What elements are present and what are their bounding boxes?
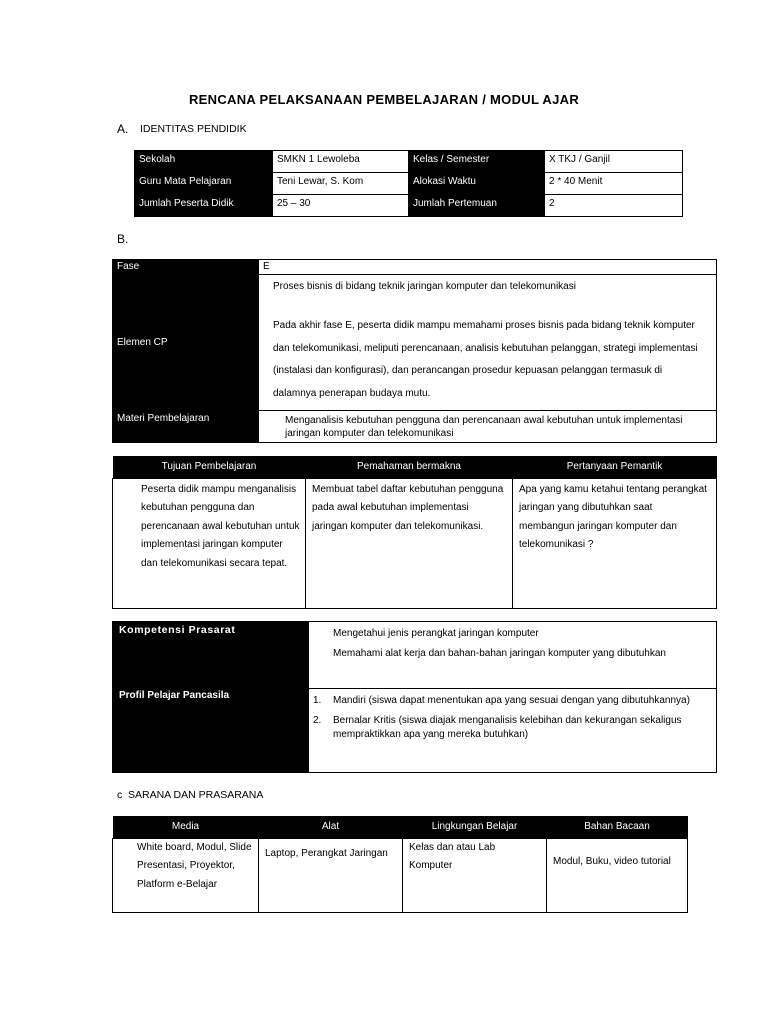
header-pertanyaan: Pertanyaan Pemantik — [513, 456, 717, 478]
identitas-table — [134, 150, 683, 217]
kompetensi-item: Memahami alat kerja dan bahan-bahan jaringan komputer yang dibutuhkan — [333, 648, 666, 659]
identitas-row — [135, 151, 683, 173]
header-media: Media — [113, 816, 259, 838]
pertanyaan-text: Apa yang kamu ketahui tentang perangkat jaringan yang dibutuhkan saat membangun jaringan komputer dan telekomunikasi ? — [513, 478, 717, 608]
label-sekolah: Sekolah — [135, 151, 273, 173]
pemahaman-text: Membuat tabel daftar kebutuhan pengguna pada awal kebutuhan implementasi jaringan komputer dan telekomunikasi. — [306, 478, 513, 608]
materi-value: Menganalisis kebutuhan pengguna dan perencanaan awal kebutuhan untuk implementasi jaringan komputer dan telekomunikasi — [259, 411, 717, 443]
identitas-row — [135, 195, 683, 217]
sarana-table — [112, 816, 688, 913]
header-alat: Alat — [259, 816, 403, 838]
value-jumlah-peserta: 25 – 30 — [273, 195, 409, 217]
alat-text: Laptop, Perangkat Jaringan — [259, 838, 403, 912]
profil-label: Profil Pelajar Pancasila — [119, 690, 230, 701]
kompetensi-item: Mengetahui jenis perangkat jaringan komputer — [333, 628, 539, 639]
header-tujuan: Tujuan Pembelajaran — [113, 456, 306, 478]
cp-table — [112, 259, 717, 443]
lingkungan-text: Kelas dan atau Lab Komputer — [403, 838, 547, 912]
header-bahan: Bahan Bacaan — [547, 816, 688, 838]
kompetensi-label: Kompetensi Prasarat — [113, 622, 309, 689]
label-kelas-semester: Kelas / Semester — [409, 151, 545, 173]
profil-item-number: 2. — [313, 715, 322, 726]
header-lingkungan: Lingkungan Belajar — [403, 816, 547, 838]
elemen-cp-description: Pada akhir fase E, peserta didik mampu memahami proses bisnis pada bidang teknik komputer dan telekomunikasi, meliputi perencanaan, analisis kebutuhan pelanggan, strategi implementasi (instalasi dan konfigurasi), dan perancangan prosedur kepuasan pelanggan termasuk di dalamnya penerapan budaya mutu. — [273, 320, 698, 399]
fase-value: E — [259, 260, 717, 275]
section-c-heading: SARANA DAN PRASARANA — [128, 789, 264, 801]
value-sekolah: SMKN 1 Lewoleba — [273, 151, 409, 173]
profil-item — [313, 694, 698, 708]
profil-item-text: Mandiri (siswa dapat menentukan apa yang sesuai dengan yang dibutuhkannya) — [333, 695, 690, 706]
fase-label: Fase — [113, 260, 259, 275]
value-alokasi-waktu: 2 * 40 Menit — [545, 173, 683, 195]
section-a-heading: IDENTITAS PENDIDIK — [140, 123, 247, 135]
value-kelas-semester: X TKJ / Ganjil — [545, 151, 683, 173]
elemen-cp-label: Elemen CP — [113, 275, 259, 411]
elemen-cp-title: Proses bisnis di bidang teknik jaringan komputer dan telekomunikasi — [273, 281, 576, 292]
profil-item — [313, 714, 698, 742]
label-jumlah-peserta: Jumlah Peserta Didik — [135, 195, 273, 217]
document-title: RENCANA PELAKSANAAN PEMBELAJARAN / MODUL AJAR — [188, 92, 580, 107]
kompetensi-table — [112, 621, 717, 773]
label-alokasi-waktu: Alokasi Waktu — [409, 173, 545, 195]
tujuan-text: Peserta didik mampu menganalisis kebutuhan pengguna dan perencanaan awal kebutuhan untuk implementasi jaringan komputer dan telekomunikasi secara tepat. — [113, 478, 306, 608]
identitas-row — [135, 173, 683, 195]
section-c-letter: c — [117, 789, 123, 801]
section-a-letter: A. — [117, 122, 129, 136]
label-jumlah-pertemuan: Jumlah Pertemuan — [409, 195, 545, 217]
tujuan-table — [112, 456, 717, 609]
bahan-text: Modul, Buku, video tutorial — [547, 838, 688, 912]
media-text: White board, Modul, Slide Presentasi, Proyektor, Platform e-Belajar — [113, 838, 259, 912]
profil-item-text: Bernalar Kritis (siswa diajak menganalisis kelebihan dan kekurangan sekaligus mempraktikkan apa yang mereka butuhkan) — [333, 715, 682, 740]
section-b-letter: B. — [117, 232, 129, 246]
value-jumlah-pertemuan: 2 — [545, 195, 683, 217]
materi-label: Materi Pembelajaran — [113, 411, 259, 443]
profil-item-number: 1. — [313, 695, 322, 706]
label-guru: Guru Mata Pelajaran — [135, 173, 273, 195]
header-pemahaman: Pemahaman bermakna — [306, 456, 513, 478]
value-guru: Teni Lewar, S. Kom — [273, 173, 409, 195]
